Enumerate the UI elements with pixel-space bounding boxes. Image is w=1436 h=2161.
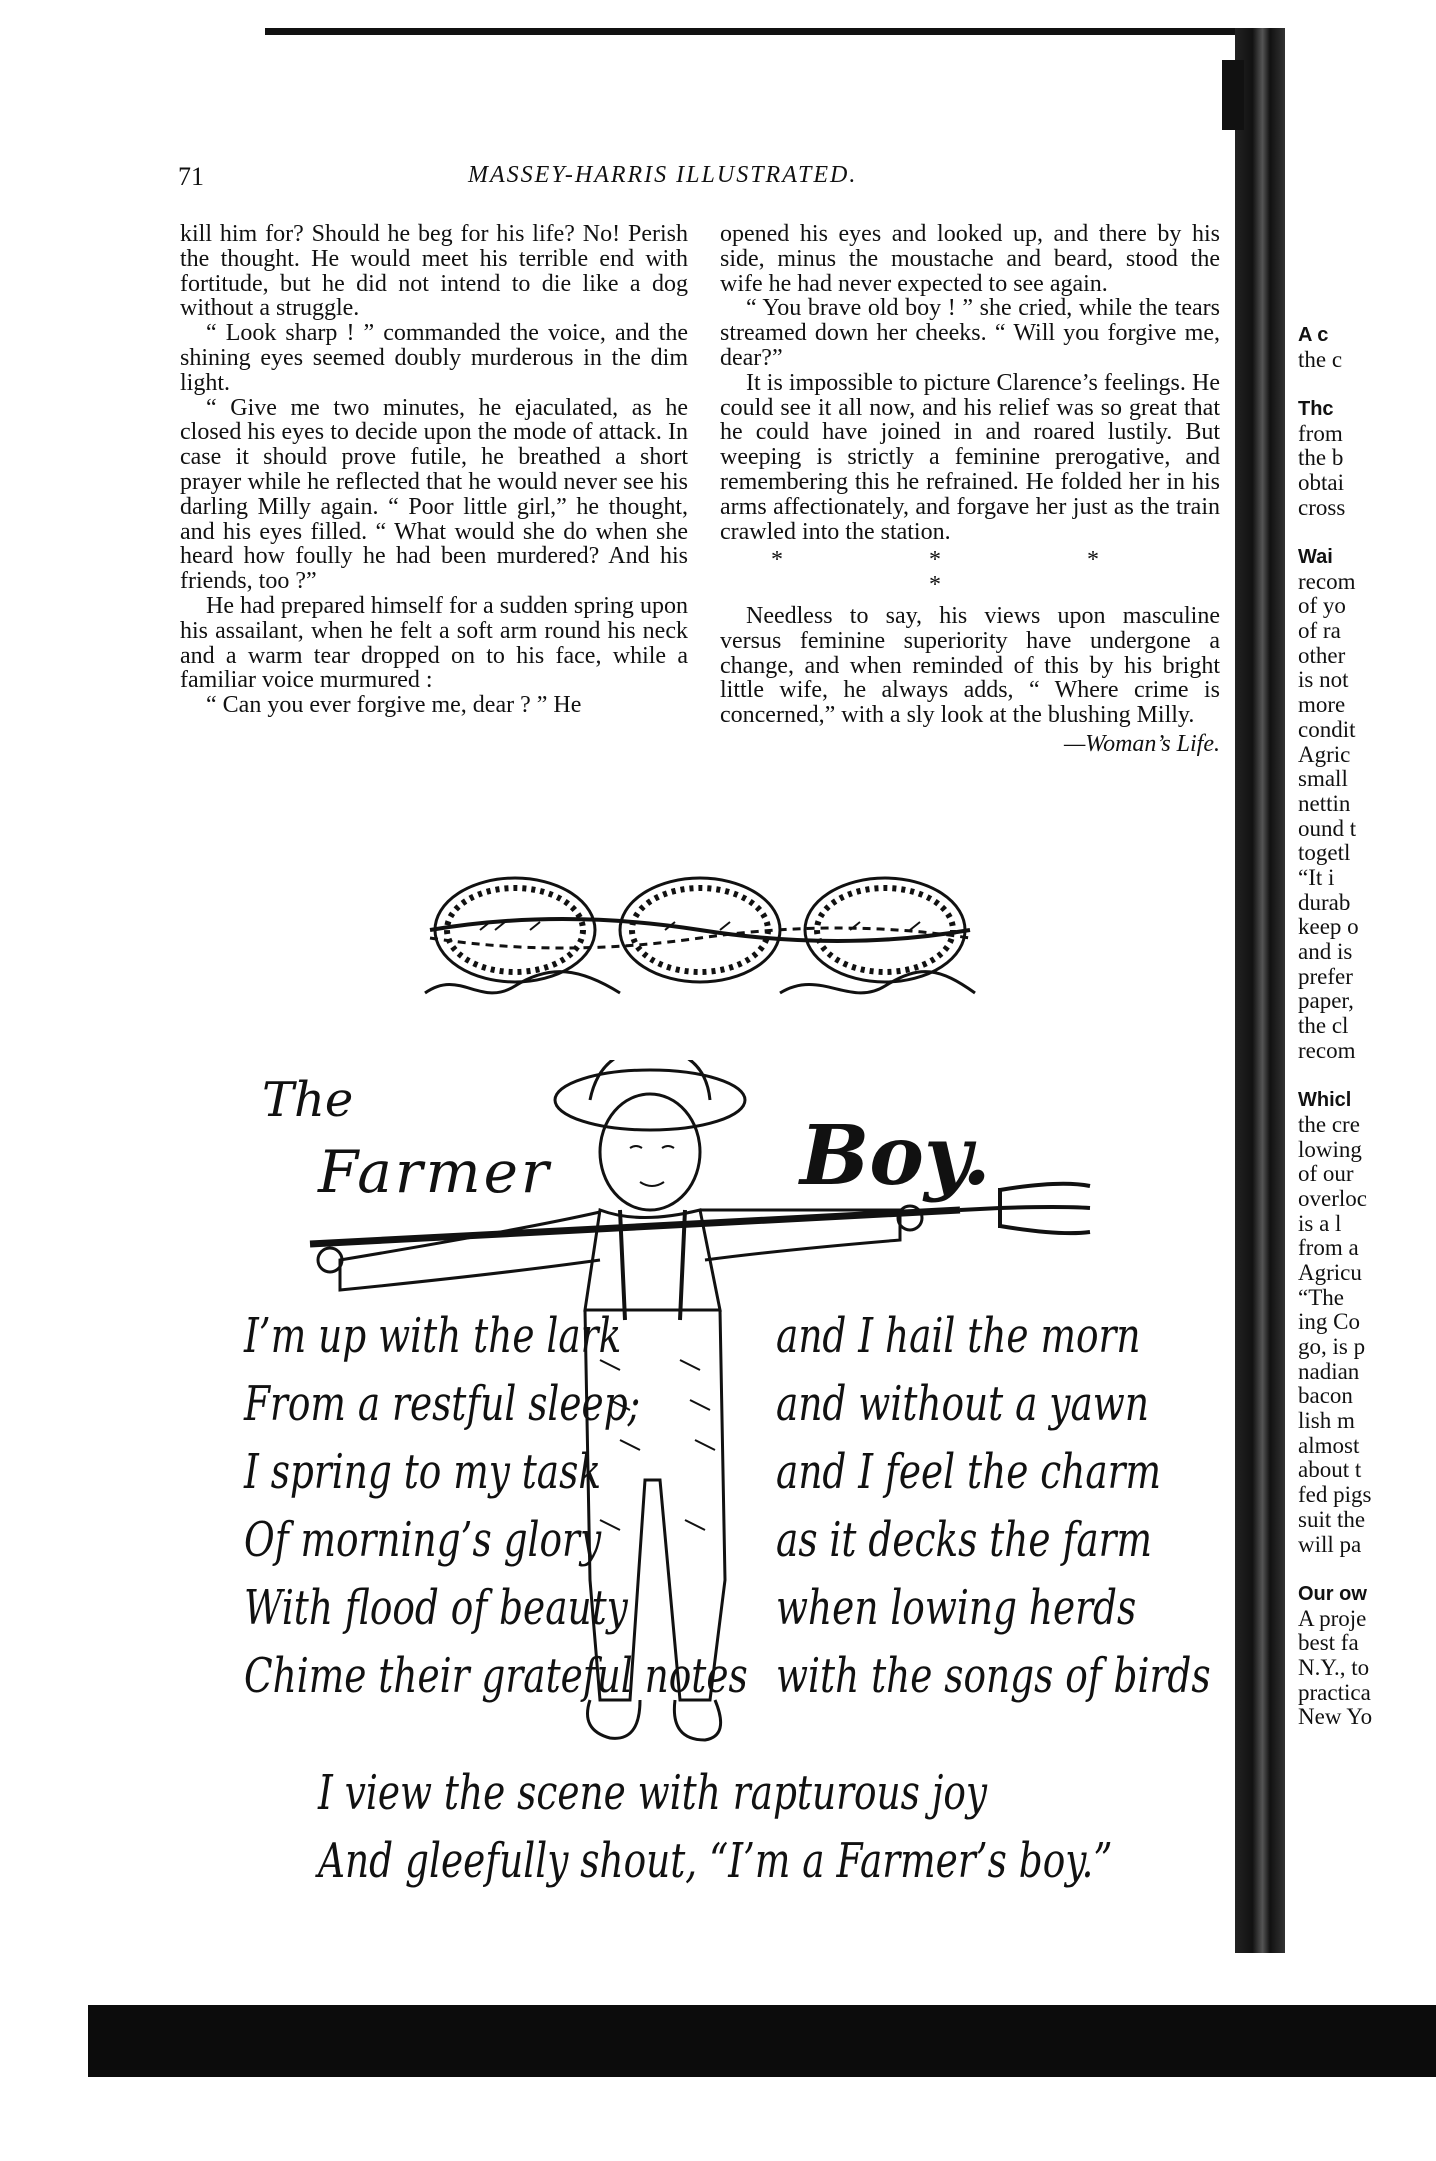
wreath-ornament xyxy=(420,858,980,1008)
source-credit: —Woman’s Life. xyxy=(1063,730,1220,757)
adjacent-page-line: more xyxy=(1298,692,1346,718)
poem-line: and I hail the morn xyxy=(776,1308,1141,1364)
adjacent-page-line xyxy=(1298,150,1436,175)
adjacent-page-line: Wai xyxy=(1298,546,1333,568)
poem-left-column xyxy=(244,1302,748,1710)
adjacent-page-line: ound t xyxy=(1298,815,1357,841)
paragraph: “ Can you ever forgive me, dear ? ” He xyxy=(206,692,582,719)
adjacent-page-line: the cl xyxy=(1298,1013,1349,1039)
poem-line: and I feel the charm xyxy=(776,1444,1162,1500)
adjacent-page-line: best fa xyxy=(1298,1630,1359,1656)
adjacent-page-line: will pa xyxy=(1298,1531,1362,1557)
adjacent-page-line: of yo xyxy=(1298,593,1346,619)
adjacent-page-fragment xyxy=(1298,150,1436,1730)
adjacent-page-line: and is xyxy=(1298,939,1353,964)
adjacent-page-line xyxy=(1298,1557,1436,1582)
adjacent-page-line xyxy=(1298,372,1436,397)
poem-line: with the songs of birds xyxy=(776,1648,1211,1704)
adjacent-page-line: almost xyxy=(1298,1432,1360,1458)
poem-line: From a restful sleep; xyxy=(244,1376,641,1432)
poem-title-farmer: Farmer xyxy=(318,1138,552,1206)
adjacent-page-line: of our xyxy=(1298,1161,1354,1187)
poem-title-boy: Boy. xyxy=(800,1108,991,1204)
paragraph: “ Look sharp ! ” commanded the voice, and the shining eyes seemed doubly murderous in the dim light. xyxy=(180,320,688,396)
adjacent-page-line: paper, xyxy=(1298,988,1354,1014)
adjacent-page-line xyxy=(1298,273,1436,298)
adjacent-page-line: nettin xyxy=(1298,790,1351,816)
adjacent-page-line: practica xyxy=(1298,1679,1371,1705)
adjacent-page-line: small xyxy=(1298,766,1348,792)
top-rule xyxy=(265,28,1235,35)
adjacent-page-line: prefer xyxy=(1298,963,1353,989)
adjacent-page-line: from xyxy=(1298,420,1343,446)
gutter-notch xyxy=(1222,60,1244,130)
poem-line: Chime their grateful notes xyxy=(244,1648,748,1704)
left-column xyxy=(180,222,688,718)
poem-line: I’m up with the lark xyxy=(244,1308,622,1364)
poem-line: and without a yawn xyxy=(776,1376,1149,1432)
adjacent-page-line: suit the xyxy=(1298,1506,1366,1532)
adjacent-page-line: lish m xyxy=(1298,1408,1355,1434)
adjacent-page-line xyxy=(1298,520,1436,545)
poem-line: Of morning’s glory xyxy=(244,1512,602,1568)
adjacent-page-line xyxy=(1298,224,1436,249)
adjacent-page-line: N.Y., to xyxy=(1298,1654,1370,1680)
adjacent-page-line xyxy=(1298,249,1436,274)
adjacent-page-line: of ra xyxy=(1298,618,1341,644)
paragraph: Needless to say, his views upon masculine versus feminine superiority have undergone a change, and when reminded of this by his bright little wife, he always adds, “ Where crime is concerned,” with a sly look at the blushing Milly. xyxy=(720,602,1220,729)
adjacent-page-line: condit xyxy=(1298,716,1356,742)
paragraph: “ Give me two minutes, he ejaculated, as he closed his eyes to decide upon the mode of attack. In case it should prove futile, he breathed a short prayer while he reflected that he would never see his darling Milly again. “ Poor little girl,” he thought, and his eyes filled. “ What would she do when she heard how foully he had been murdered? And his friends, too ?” xyxy=(180,394,688,595)
poem-line: And gleefully shout, “I’m a Farmer’s boy.” xyxy=(318,1833,1113,1889)
poem-right-column xyxy=(776,1302,1211,1710)
adjacent-page-line: obtai xyxy=(1298,469,1344,495)
paragraph: “ You brave old boy ! ” she cried, while the tears streamed down her cheeks. “ Will you forgive me, dear?” xyxy=(720,295,1220,371)
adjacent-page-line xyxy=(1298,1063,1436,1088)
adjacent-page-line: Our ow xyxy=(1298,1582,1367,1605)
adjacent-page-line: ing Co xyxy=(1298,1309,1360,1335)
adjacent-page-line: New Yo xyxy=(1298,1704,1373,1730)
adjacent-page-line: is a l xyxy=(1298,1210,1342,1236)
adjacent-page-line: A c xyxy=(1298,323,1329,346)
adjacent-page-line: overloc xyxy=(1298,1185,1367,1211)
adjacent-page-line: Thc xyxy=(1298,397,1334,420)
adjacent-page-line: go, is p xyxy=(1298,1334,1366,1359)
page-number: 71 xyxy=(178,162,204,191)
adjacent-page-line: “It i xyxy=(1298,864,1335,890)
adjacent-page-line: A proje xyxy=(1298,1605,1367,1631)
adjacent-page-line: recom xyxy=(1298,1037,1356,1063)
poem-line: I view the scene with rapturous joy xyxy=(318,1765,988,1821)
paragraph: opened his eyes and looked up, and there by his side, minus the moustache and beard, stood the wife he had never expected to see again. xyxy=(720,221,1220,297)
right-column xyxy=(720,222,1220,757)
adjacent-page-line: “The xyxy=(1298,1284,1344,1310)
running-head: MASSEY-HARRIS ILLUSTRATED. xyxy=(468,162,858,188)
adjacent-page-line xyxy=(1298,199,1436,224)
poem-closing xyxy=(318,1758,1112,1894)
adjacent-page-line xyxy=(1298,298,1436,323)
page-gutter xyxy=(1235,28,1285,1953)
adjacent-page-line: is not xyxy=(1298,667,1349,693)
adjacent-page-line: the cre xyxy=(1298,1111,1360,1137)
adjacent-page-line: fed pigs xyxy=(1298,1482,1372,1508)
adjacent-page-line: cross xyxy=(1298,494,1346,520)
adjacent-page-line: durab xyxy=(1298,889,1351,915)
adjacent-page-line: the b xyxy=(1298,445,1344,471)
paragraph: It is impossible to picture Clarence’s feelings. He could see it all now, and his relief was so great that he could have joined in and roared lustily. But weeping is strictly a feminine prerogative, and remembering this he refrained. He folded her in his arms affectionately, and forgave her just as the train crawled into the station. xyxy=(720,369,1220,545)
adjacent-page-line: Agricu xyxy=(1298,1259,1362,1285)
adjacent-page-line: from a xyxy=(1298,1235,1359,1261)
paragraph: He had prepared himself for a sudden spring upon his assailant, when he felt a soft arm round his neck and a warm tear dropped on to his face, while a familiar voice murmured : xyxy=(180,592,688,694)
adjacent-page-line: bacon xyxy=(1298,1383,1353,1409)
poem-line: With flood of beauty xyxy=(244,1580,628,1636)
section-break-stars: * * * * xyxy=(771,547,1169,599)
adjacent-page-line xyxy=(1298,175,1436,200)
adjacent-page-line: lowing xyxy=(1298,1136,1362,1162)
adjacent-page-line: the c xyxy=(1298,346,1343,372)
adjacent-page-line: Agric xyxy=(1298,741,1351,767)
adjacent-page-line: keep o xyxy=(1298,914,1359,940)
adjacent-page-line: other xyxy=(1298,642,1346,668)
poem-line: I spring to my task xyxy=(244,1444,602,1500)
bottom-scan-bar xyxy=(88,2005,1436,2077)
poem-title-the: The xyxy=(262,1072,354,1128)
adjacent-page-line: togetl xyxy=(1298,840,1351,866)
paragraph: kill him for? Should he beg for his life? No! Perish the thought. He would meet his terrible end with fortitude, but he did not intend to die like a dog without a struggle. xyxy=(180,221,688,322)
poem-line: when lowing herds xyxy=(776,1580,1137,1636)
adjacent-page-line: recom xyxy=(1298,568,1356,594)
adjacent-page-line: nadian xyxy=(1298,1358,1360,1384)
poem-line: as it decks the farm xyxy=(776,1512,1153,1568)
adjacent-page-line: Whicl xyxy=(1298,1089,1352,1112)
adjacent-page-line: about t xyxy=(1298,1457,1362,1483)
